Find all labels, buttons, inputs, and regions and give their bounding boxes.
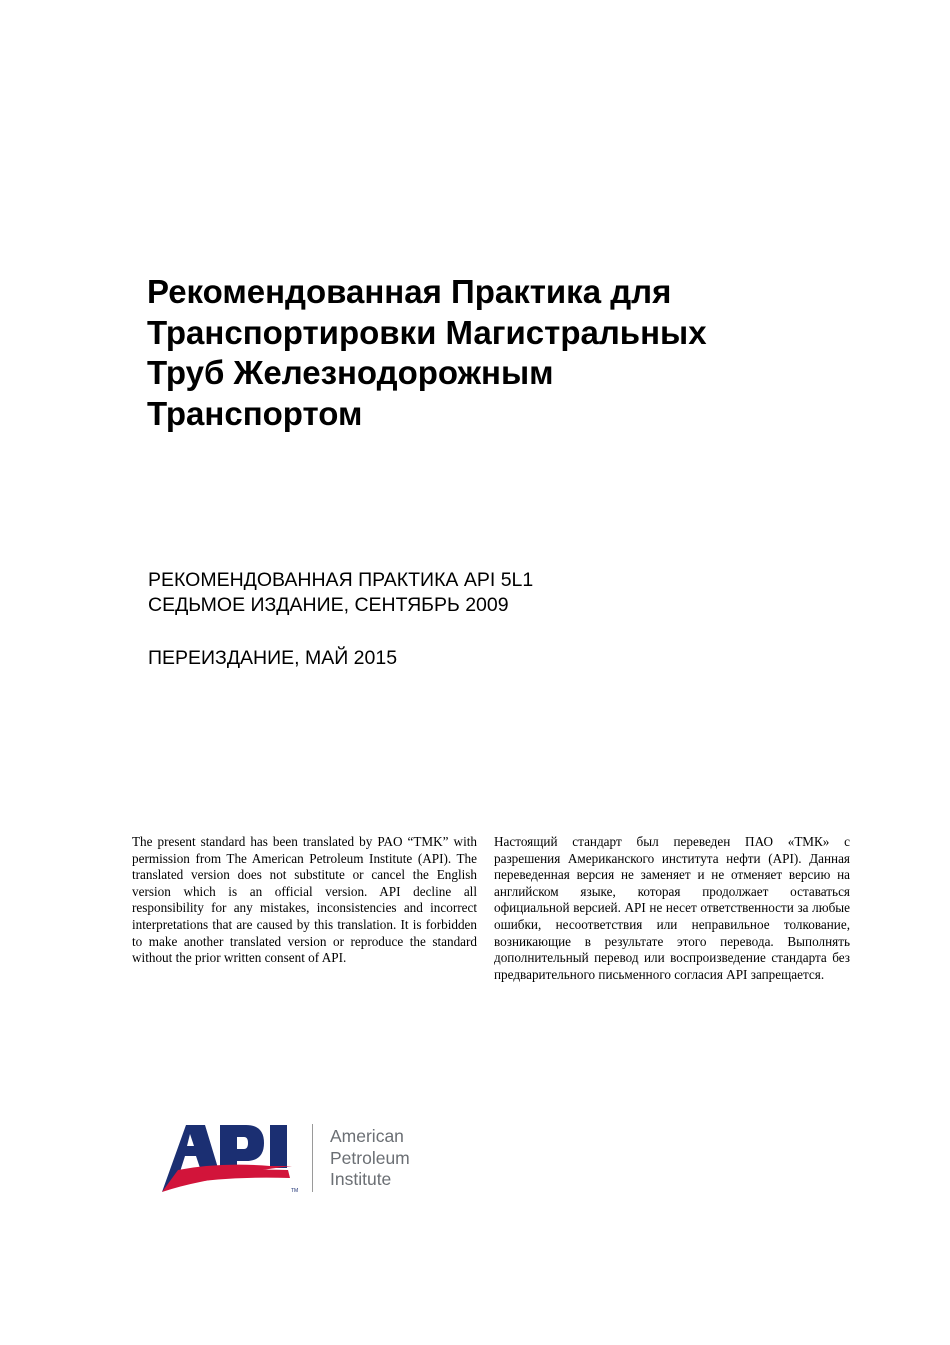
reissue-text: ПЕРЕИЗДАНИЕ, МАЙ 2015 bbox=[148, 647, 398, 669]
designation-line-2: СЕДЬМОЕ ИЗДАНИЕ, СЕНТЯБРЬ 2009 bbox=[148, 594, 509, 616]
title-line-4: Транспортом bbox=[147, 394, 363, 432]
title-line-2: Транспортировки Магистральных bbox=[147, 313, 707, 351]
svg-text:TM: TM bbox=[291, 1188, 299, 1194]
logo-name-line-2: Petroleum bbox=[330, 1147, 410, 1168]
logo-name-line-3: Institute bbox=[330, 1169, 392, 1189]
logo-name-line-1: American bbox=[330, 1126, 404, 1146]
api-logo bbox=[160, 1122, 460, 1202]
translation-notice-english: The present standard has been translated by PAO “TMK” with permission from The American Petroleum Institute (API). The translated version does not substitute or cancel the English version which is an official version. API decline all responsibility for any mistakes, inconsistencies and incorrect interpretations that are caused by this translation. It is forbidden to make another translated version or reproduce the standard without the prior written consent of API. bbox=[132, 834, 477, 966]
title-line-3: Труб Железнодорожным bbox=[147, 354, 554, 391]
reissue-date bbox=[148, 646, 397, 671]
logo-divider bbox=[312, 1124, 313, 1192]
standard-designation bbox=[148, 568, 533, 618]
title-line-1: Рекомендованная Практика для bbox=[147, 273, 672, 310]
translation-notice-russian: Настоящий стандарт был переведен ПАО «ТМК» с разрешения Американского института нефти (API). Данная переведенная версия не заменяет и не отменяет версию на английском языке, которая продолжает оставаться официальной версией. API не несет ответственности за любые ошибки, несоответствия или неправильное толкование, возникающие в результате этого перевода. Выполнять дополнительный перевод или воспроизведение стандарта без предварительного письменного согласия API запрещается. bbox=[494, 834, 850, 982]
api-logo-mark-icon bbox=[160, 1122, 310, 1194]
api-logo-name bbox=[330, 1126, 410, 1191]
document-title bbox=[147, 272, 847, 434]
designation-line-1: РЕКОМЕНДОВАННАЯ ПРАКТИКА API 5L1 bbox=[148, 569, 534, 591]
